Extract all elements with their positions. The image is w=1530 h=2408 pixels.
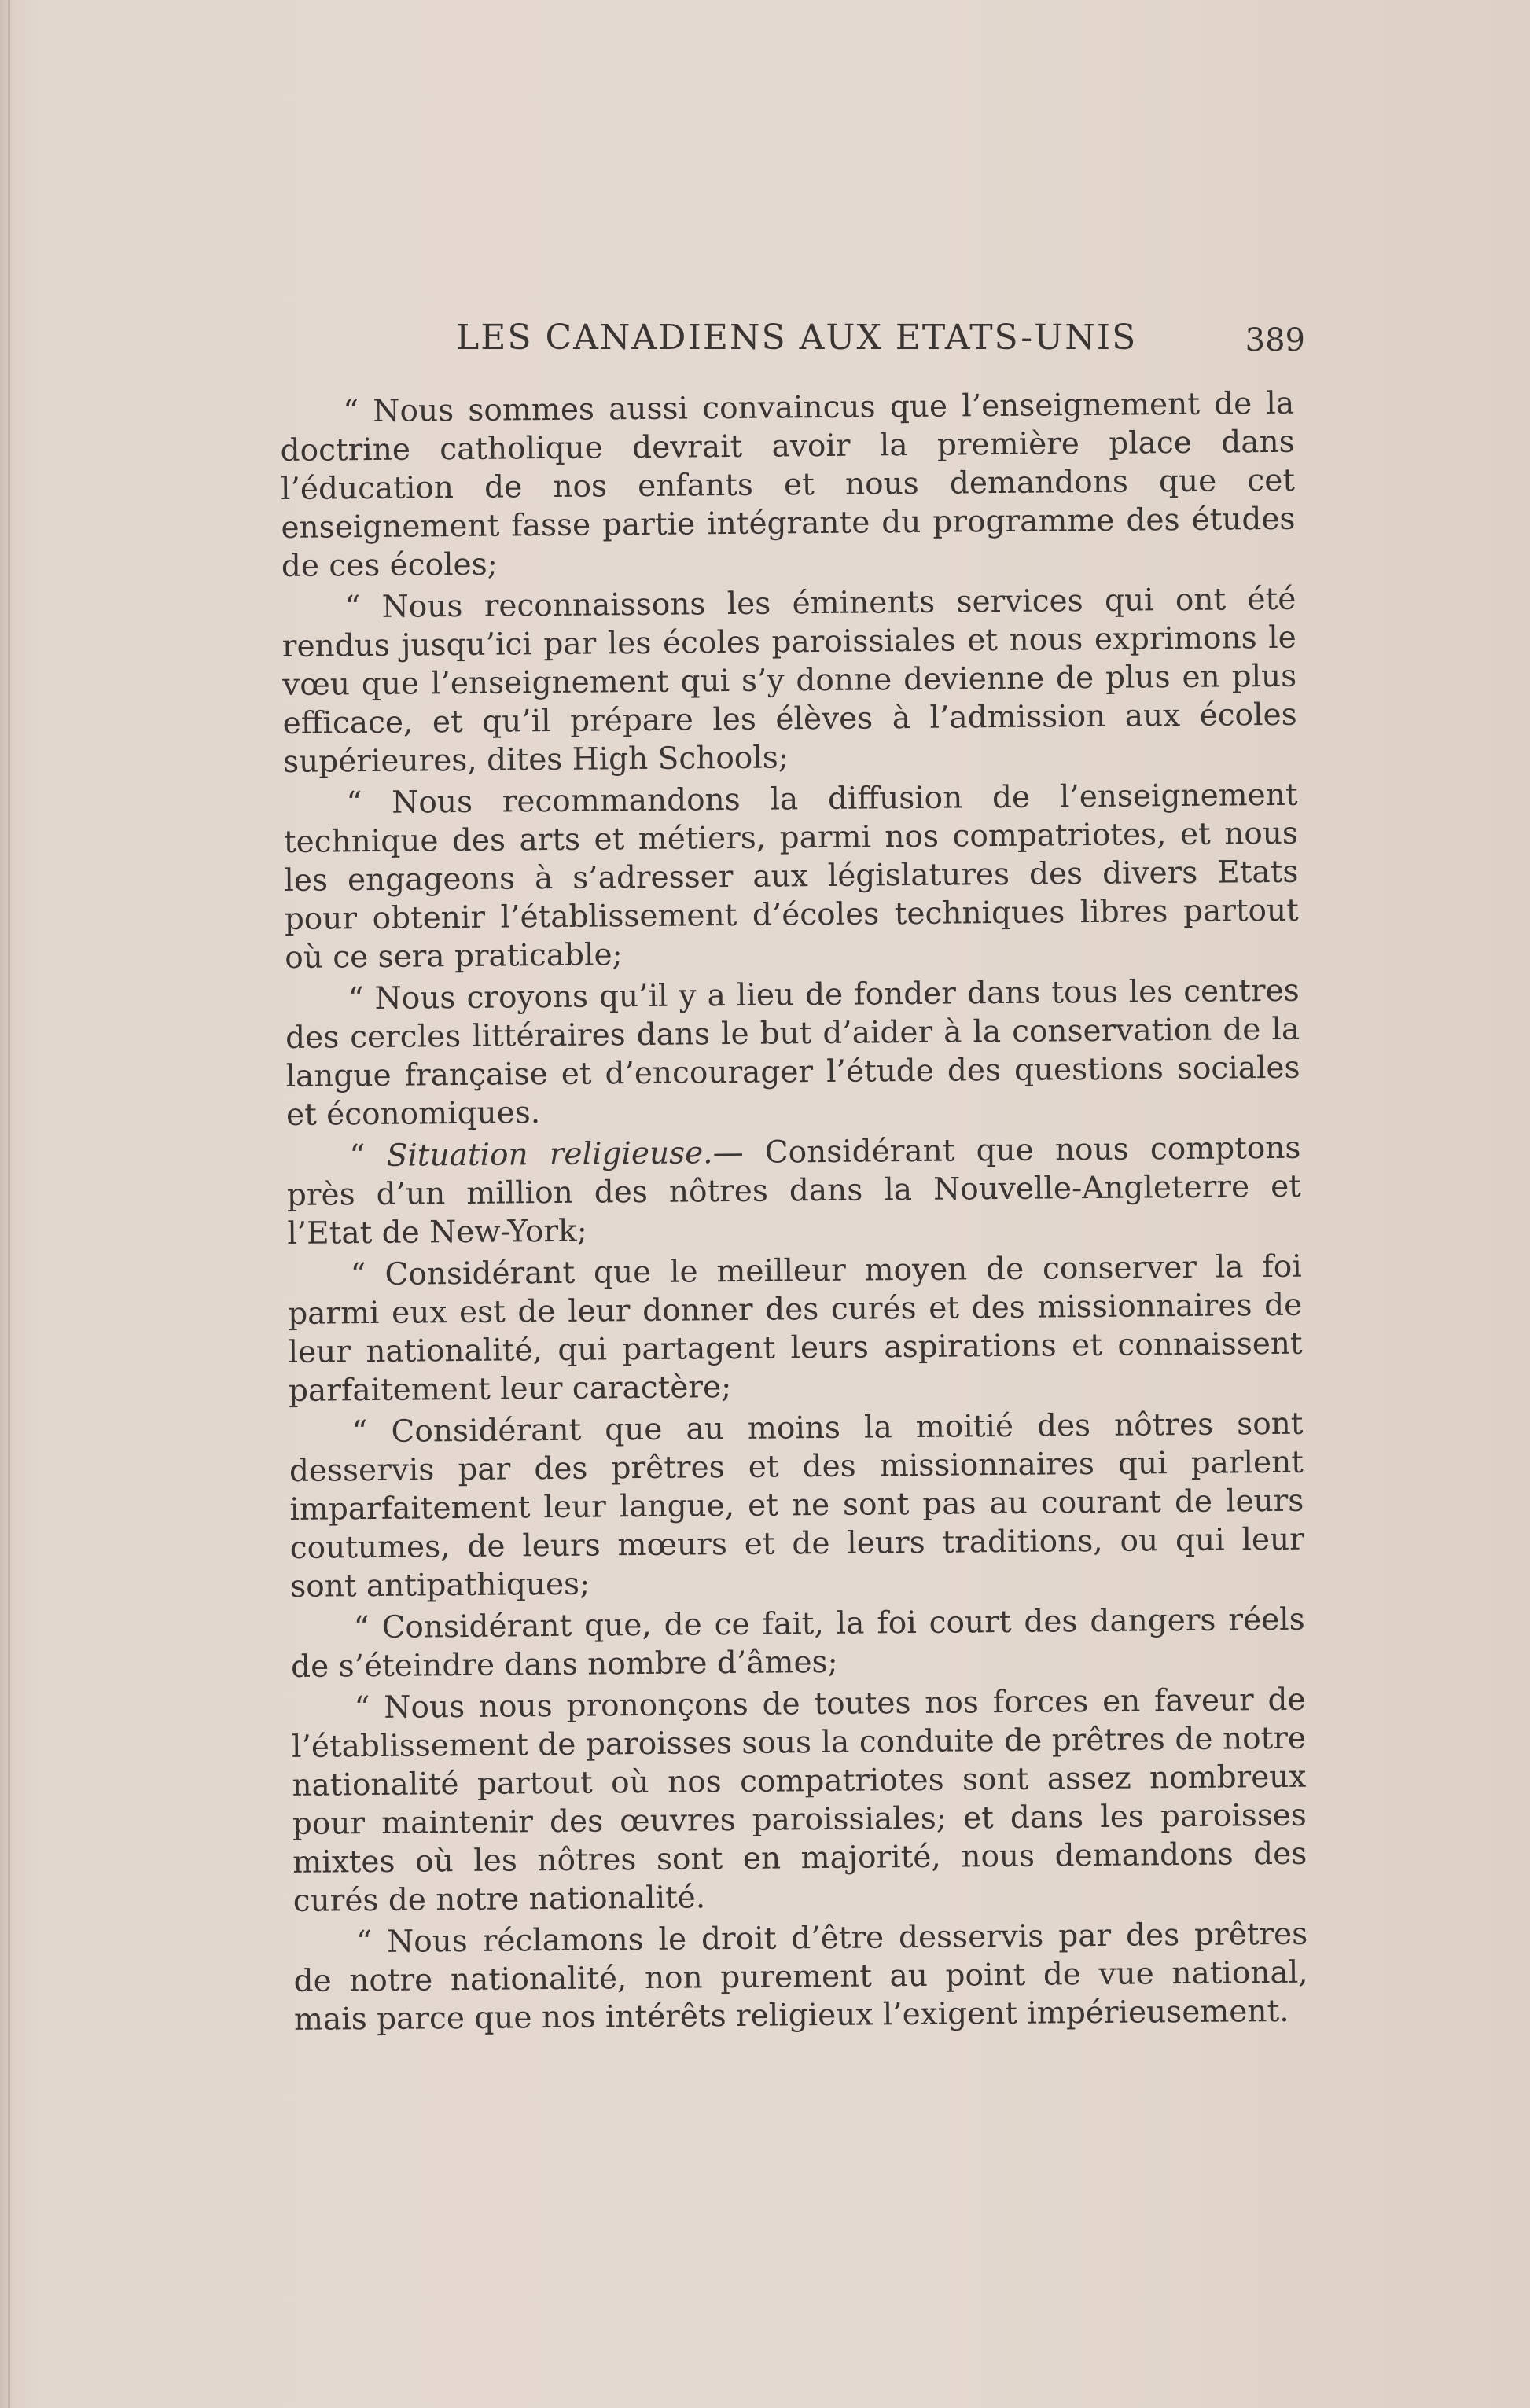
paragraph: “ Nous nous prononçons de toutes nos forces en faveur de l’établissement de paroisses sous la conduite de prêtres de notre nationalité partout où nos compatriotes sont assez nombreux pour maintenir des œuvres paroissiales; et dans les paroisses mixtes où les nôtres sont en majorité, nous demandons des curés de notre nationalité. <box>291 1682 1307 1919</box>
paragraph-situation-religieuse <box>286 1129 1301 1253</box>
page-header <box>456 318 1305 373</box>
section-heading: Situation religieuse. <box>386 1135 713 1174</box>
body-text <box>280 384 1308 2042</box>
paragraph: “ Nous reconnaissons les éminents services qui ont été rendus jusqu’ici par les écoles paroissiales et nous exprimons le vœu que l’enseignement qui s’y donne devienne de plus en plus efficace, et qu’il prépare les élèves à l’admission aux écoles supérieures, dites High Schools; <box>281 581 1297 780</box>
paragraph: “ Considérant que le meilleur moyen de conserver la foi parmi eux est de leur donner des curés et des missionnaires de leur nationalité, qui partagent leurs aspirations et connaissent parfaitement leur caractère; <box>288 1248 1303 1409</box>
paragraph: “ Considérant que, de ce fait, la foi court des dangers réels de s’éteindre dans nombre d’âmes; <box>290 1601 1305 1685</box>
paragraph: “ Nous croyons qu’il y a lieu de fonder dans tous les centres des cercles littéraires dans le but d’aider à la conservation de la langue française et d’encourager l’étude des questions sociales et économiques. <box>285 972 1300 1133</box>
paragraph: “ Nous recommandons la diffusion de l’enseignement technique des arts et métiers, parmi nos compatriotes, et nous les engageons à s’adresser aux législatures des divers Etats pour obtenir l’établissement d’écoles techniques libres partout où ce sera praticable; <box>283 777 1299 976</box>
paragraph: “ Nous réclamons le droit d’être desservis par des prêtres de notre nationalité, non purement au point de vue national, mais parce que nos intérêts religieux l’exigent impérieusement. <box>293 1916 1308 2038</box>
paragraph-text: — Considérant que nous comptons près d’un million des nôtres dans la Nouvelle-Angleterre et l’Etat de New-York; <box>286 1130 1302 1252</box>
paragraph: “ Nous sommes aussi convaincus que l’enseignement de la doctrine catholique devrait avoir la première place dans l’éducation de nos enfants et nous demandons que cet enseignement fasse partie intégrante du programme des études de ces écoles; <box>280 385 1296 584</box>
running-title: LES CANADIENS AUX ETATS-UNIS <box>456 318 1138 358</box>
page-edge <box>8 0 10 2408</box>
page-number: 389 <box>1245 322 1305 358</box>
paragraph: “ Considérant que au moins la moitié des nôtres sont desservis par des prêtres et des missionnaires qui parlent imparfaitement leur langue, et ne sont pas au courant de leurs coutumes, de leurs mœurs et de leurs traditions, ou qui leur sont antipathiques; <box>289 1406 1304 1605</box>
open-quote: “ <box>349 1138 366 1175</box>
